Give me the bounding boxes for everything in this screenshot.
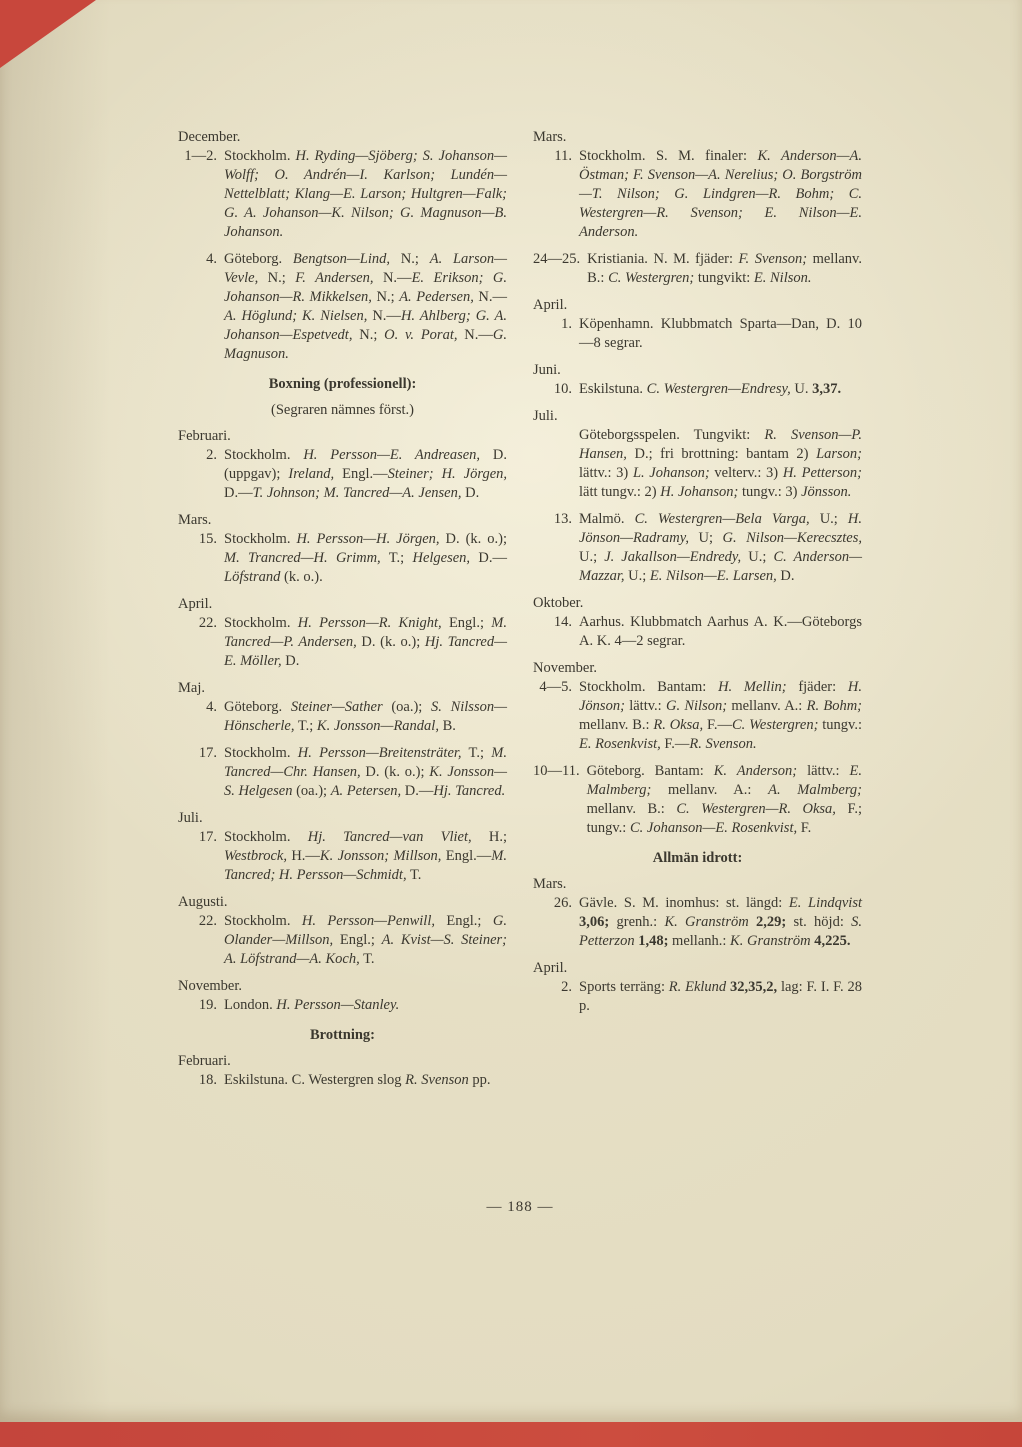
result-entry	[533, 147, 862, 242]
entry-text: Stockholm. H. Persson—Penwill, Engl.; G. Olander—Millson, Engl.; A. Kvist—S. Steiner; A. Löfstrand—A. Koch, T.	[224, 913, 508, 967]
month-heading: November.	[178, 978, 243, 994]
result-entry	[533, 678, 862, 754]
result-entry	[533, 426, 862, 502]
entry-date: 14.	[553, 614, 572, 630]
left-column	[178, 128, 507, 1098]
result-entry	[178, 147, 507, 242]
month-heading: Februari.	[178, 428, 231, 444]
result-entry	[178, 828, 507, 885]
result-entry	[178, 744, 507, 801]
month-heading: Mars.	[533, 876, 567, 892]
page-gutter-shadow	[0, 0, 130, 1422]
result-entry	[533, 978, 862, 1016]
entry-date: 1—2.	[184, 148, 217, 164]
result-entry	[178, 446, 507, 503]
entry-text: Malmö. C. Westergren—Bela Varga, U.; H. Jönson—Radramy, U; G. Nilson—Kerecsztes, U.; J. Jakallson—Endredy, U.; C. Anderson—Mazzar, U.; E. Nilson—E. Larsen, D.	[579, 511, 863, 584]
month-heading: November.	[533, 660, 598, 676]
month-heading: Juni.	[533, 362, 561, 378]
result-entry	[533, 894, 862, 951]
entry-date: 22.	[198, 615, 217, 631]
page-number: — 188 —	[486, 1199, 554, 1215]
entry-date: 2.	[206, 447, 217, 463]
result-entry	[178, 996, 507, 1015]
entry-text: Eskilstuna. C. Westergren—Endresy, U. 3,37.	[579, 381, 842, 397]
result-entry	[178, 912, 507, 969]
entry-date: 17.	[198, 745, 217, 761]
page-text	[178, 128, 862, 1098]
entry-date: 11.	[554, 148, 572, 164]
entry-text: Göteborg. Bantam: K. Anderson; lättv.: E. Malmberg; mellanv. A.: A. Malmberg; mellanv. B.: C. Westergren—R. Oksa, F.; tungv.: C. Johanson—E. Rosenkvist, F.	[586, 763, 863, 836]
entry-date: 4.	[206, 251, 217, 267]
result-entry	[533, 762, 862, 838]
entry-text: Göteborgsspelen. Tungvikt: R. Svenson—P. Hansen, D.; fri brottning: bantam 2) Larson; lättv.: 3) L. Johanson; velterv.: 3) H. Petterson; lätt tungv.: 2) H. Johanson; tungv.: 3) Jönsson.	[579, 427, 862, 500]
result-entry	[178, 1071, 507, 1090]
entry-text: Kristiania. N. M. fjäder: F. Svenson; mellanv. B.: C. Westergren; tungvikt: E. Nilson.	[587, 251, 862, 286]
month-heading: April.	[178, 596, 213, 612]
entry-text: Köpenhamn. Klubbmatch Sparta—Dan, D. 10—8 segrar.	[579, 316, 862, 351]
section-heading: Boxning (professionell):	[268, 376, 417, 392]
entry-date: 1.	[561, 316, 572, 332]
entry-date	[533, 426, 579, 502]
result-entry	[178, 250, 507, 364]
entry-text: Eskilstuna. C. Westergren slog R. Svenson pp.	[224, 1072, 491, 1088]
right-column	[533, 128, 862, 1024]
entry-text: Stockholm. Bantam: H. Mellin; fjäder: H. Jönson; lättv.: G. Nilson; mellanv. A.: R. Bohm; mellanv. B.: R. Oksa, F.—C. Westergren; tungv.: E. Rosenkvist, F.—R. Svenson.	[579, 679, 863, 752]
entry-text: Stockholm. H. Persson—E. Andreasen, D. (uppgav); Ireland, Engl.—Steiner; H. Jörgen, D.—T. Johnson; M. Tancred—A. Jensen, D.	[224, 447, 508, 501]
entry-date: 22.	[198, 913, 217, 929]
section-heading: Brottning:	[310, 1027, 375, 1043]
entry-text: Stockholm. H. Persson—R. Knight, Engl.; M. Tancred—P. Andersen, D. (k. o.); Hj. Tancred—E. Möller, D.	[224, 615, 508, 669]
month-heading: December.	[178, 129, 241, 145]
result-entry	[533, 250, 862, 288]
entry-text: Stockholm. S. M. finaler: K. Anderson—A. Östman; F. Svenson—A. Nerelius; O. Borgström—T. Nilson; G. Lindgren—R. Bohm; C. Westergren—R. Svenson; E. Nilson—E. Anderson.	[579, 148, 862, 240]
entry-text: Aarhus. Klubbmatch Aarhus A. K.—Göteborgs A. K. 4—2 segrar.	[579, 614, 862, 649]
month-heading: Februari.	[178, 1053, 231, 1069]
entry-date: 17.	[198, 829, 217, 845]
book-cover-corner	[0, 0, 96, 68]
entry-date: 2.	[561, 979, 572, 995]
entry-text: Stockholm. H. Persson—H. Jörgen, D. (k. o.); M. Trancred—H. Grimm, T.; Helgesen, D.—Löfstrand (k. o.).	[224, 531, 507, 585]
month-heading: Juli.	[533, 408, 558, 424]
result-entry	[178, 698, 507, 736]
entry-date: 18.	[198, 1072, 217, 1088]
month-heading: Maj.	[178, 680, 205, 696]
entry-text: Stockholm. Hj. Tancred—van Vliet, H.; Westbrock, H.—K. Jonsson; Millson, Engl.—M. Tancred; H. Persson—Schmidt, T.	[224, 829, 508, 883]
entry-text: Stockholm. H. Ryding—Sjöberg; S. Johanson—Wolff; O. Andrén—I. Karlson; Lundén—Nettelblatt; Klang—E. Larson; Hultgren—Falk; G. A. Johanson—K. Nilson; G. Magnuson—B. Johanson.	[224, 148, 507, 240]
entry-date: 10.	[553, 381, 572, 397]
text-columns	[178, 128, 862, 1098]
entry-date: 26.	[553, 895, 572, 911]
entry-date: 13.	[553, 511, 572, 527]
entry-text: Göteborg. Bengtson—Lind, N.; A. Larson—Vevle, N.; F. Andersen, N.—E. Erikson; G. Johanson—R. Mikkelsen, N.; A. Pedersen, N.—A. Höglund; K. Nielsen, N.—H. Ahlberg; G. A. Johanson—Espetvedt, N.; O. v. Porat, N.—G. Magnuson.	[224, 251, 508, 362]
result-entry	[533, 380, 862, 399]
month-heading: Juli.	[178, 810, 203, 826]
entry-text: Stockholm. H. Persson—Breitensträter, T.; M. Tancred—Chr. Hansen, D. (k. o.); K. Jonsson—S. Helgesen (oa.); A. Petersen, D.—Hj. Tancred.	[224, 745, 507, 799]
entry-date: 24—25.	[533, 251, 581, 267]
month-heading: Mars.	[533, 129, 567, 145]
entry-text: Göteborg. Steiner—Sather (oa.); S. Nilsson—Hönscherle, T.; K. Jonsson—Randal, B.	[224, 699, 507, 734]
section-heading: Allmän idrott:	[652, 850, 743, 866]
book-cover-bottom-edge	[0, 1421, 1022, 1447]
result-entry	[533, 315, 862, 353]
result-entry	[533, 510, 862, 586]
entry-date: 10—11.	[533, 763, 580, 779]
entry-text: Gävle. S. M. inomhus: st. längd: E. Lindqvist 3,06; grenh.: K. Granström 2,29; st. höjd: S. Petterzon 1,48; mellanh.: K. Granström 4,225.	[579, 895, 863, 949]
section-subheading: (Segraren nämnes först.)	[271, 402, 414, 418]
entry-date: 4.	[206, 699, 217, 715]
entry-text: London. H. Persson—Stanley.	[224, 997, 400, 1013]
entry-date: 15.	[198, 531, 217, 547]
entry-date: 4—5.	[539, 679, 572, 695]
entry-date: 19.	[198, 997, 217, 1013]
result-entry	[178, 614, 507, 671]
month-heading: April.	[533, 297, 568, 313]
month-heading: Augusti.	[178, 894, 228, 910]
entry-text: Sports terräng: R. Eklund 32,35,2, lag: F. I. F. 28 p.	[579, 979, 862, 1014]
month-heading: April.	[533, 960, 568, 976]
result-entry	[178, 530, 507, 587]
result-entry	[533, 613, 862, 651]
month-heading: Oktober.	[533, 595, 584, 611]
month-heading: Mars.	[178, 512, 212, 528]
